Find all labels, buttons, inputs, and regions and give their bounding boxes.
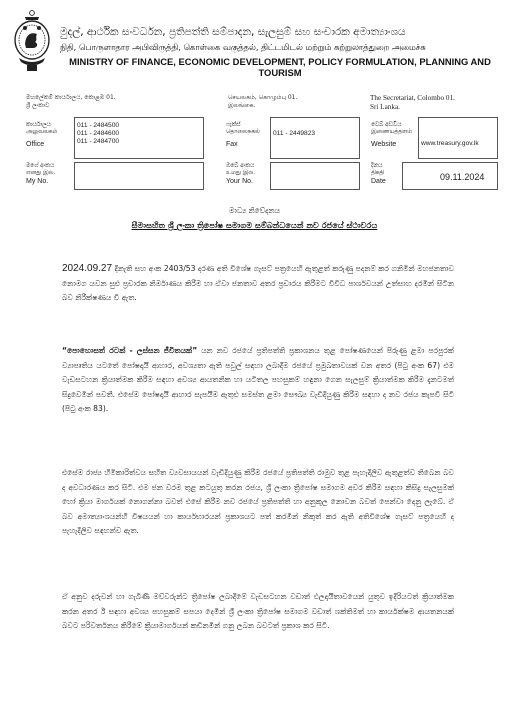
website-url: www.treasury.gov.lk bbox=[421, 140, 479, 147]
your-no-box bbox=[270, 162, 360, 190]
address-tamil: செயலகம், கொழும்பு 01. இலங்கை. bbox=[228, 94, 298, 109]
fax-label-english: Fax bbox=[226, 141, 238, 148]
your-no-label-local: ඔබේ අංකය உமது இல. bbox=[226, 163, 256, 176]
paragraph-4 bbox=[62, 590, 454, 634]
paragraph-1-text: දිනැති සහ අංක 2403/53 දරණ අති විශේෂ ගැසට් පත්‍රයෙහි ඇතුළත් කරුණු පදනම් කර ගනිමින් මහජනතාව නොමග යවන සුළු ප්‍රචාරක නිර්මාණය කිරීම හා ඒවා ජනතාව අතර ප්‍රචාරය කිරීමට විවිධ පාර්ශවයන් උත්සාහ දරමින් සිටින බව නිරීක්ෂණය වී ඇත. bbox=[62, 264, 454, 302]
paragraph-1 bbox=[62, 262, 454, 306]
website-box bbox=[418, 117, 498, 159]
fax-label-local: ෆැක්ස් தொலைநகல் bbox=[226, 122, 260, 135]
media-release-heading: මාධ්‍ය නිවේදනය bbox=[229, 206, 280, 215]
website-label-english: Website bbox=[371, 141, 397, 148]
my-no-box bbox=[74, 162, 204, 190]
address-sinhala: මහලේකම් කාර්යාලය, කොළඹ 01. ශ්‍රී ලංකාව bbox=[26, 94, 116, 109]
ministry-name-sinhala: මුදල්, ආර්ථික සංවර්ධන, ප්‍රතිපත්ති සම්පාදන, සැලසුම් සහ සංචාරක අමාත්‍යාංශය bbox=[60, 26, 406, 38]
paragraph-3 bbox=[62, 466, 454, 539]
date-label-local: දිනය திகதி bbox=[371, 163, 385, 176]
ministry-name-block bbox=[60, 26, 500, 78]
paragraph-2-text: යන නව රජයේ ප්‍රතිපත්ති ප්‍රකාශනය තුළ පෝෂණයෙන් පිරුණු ළමා පරපුරක් ව්‍යාපෘතිය යටතේ පෝෂදායී ආහාර, අවශ්‍යතා ඇති පවුල් සඳහා ලබාදීම රජයේ ප්‍රමුඛතාවයක් වන අතර (පිටු අංක 67) එම වැඩසටහන ක්‍රියාත්මක කිරීම සඳහා අවශ්‍ය ආයතනික හා යටිතල පහසුකම් හඳුනා ගෙන සැලසුම් ක්‍රියාත්මක කිරීම දැනටමත් සිදුවෙමින් පවතී. එසේම පෝෂදායී ආහාර සැපයීම ඇතුළු සමස්ත ළමා සෞඛ්‍ය වැඩිදියුණු කිරීම සඳහා ද නව රජය කැපවී සිටී (පිටු අංක 83). bbox=[62, 346, 455, 413]
paragraph-1-date: 2024.09.27 bbox=[62, 263, 113, 274]
address-english: The Secretariat, Colombo 01. Sri Lanka. bbox=[370, 94, 455, 111]
website-label-local: වෙබ් අඩවිය இணையத்தளம் bbox=[371, 122, 412, 135]
office-label-local: කාර්යාලය அலுவலகம் bbox=[26, 122, 58, 135]
ministry-name-english: MINISTRY OF FINANCE, ECONOMIC DEVELOPMENT, POLICY FORMULATION, PLANNING AND TOURISM bbox=[69, 56, 491, 78]
paragraph-2 bbox=[62, 344, 454, 417]
date-label-english: Date bbox=[371, 178, 386, 185]
paragraph-4-text: ඒ අනුව දරුවන් හා ගැබිණි මව්වරුන්ට ත්‍රිපෝෂ ලබාදීමේ වැඩසටහන වඩාත් ඵලදායීතාවයෙන් යුතුව ඉදිරියටත් ක්‍රියාත්මක කරන අතර ඊ සඳහා අවශ්‍ය පහසුකම් සපයා දෙමින් ශ්‍රී ලංකා ත්‍රිපෝෂ සමාගම වඩාත් ශක්තිමත් හා කාර්යක්ෂම ආයතනයක් බවට පරිවර්තනය කිරීමේ ක්‍රියාමාර්ගයන් කඩිනමින් ගනු ලබන බවටත් ප්‍රකාශ කර සිටී. bbox=[62, 592, 454, 630]
paragraph-2-slogan: “පොහොසත් රටක් - ලස්සන ජීවිතයක්” bbox=[62, 346, 198, 355]
office-label-english: Office bbox=[26, 141, 45, 148]
date-value: 09.11.2024 bbox=[440, 172, 485, 182]
paragraph-3-text: එසේම රාජ්‍ය හිමිකාරිත්වය සහිත ව්‍යවසායයන් වැඩිදියුණු කිරීම රජයේ ප්‍රතිපත්ති රාමුව තුළ පැහැදිලිව ඇතුළත්ව තිබෙන බව ද අවධාරණය කර සිටී. එම ජන වරම තුළ කටයුතු කරන රජය, ශ්‍රී ලංකා ත්‍රිපෝෂ සමාගම අවර කිරීම සඳහා කිසිදු සැලසුමක් හෝ ක්‍රියා මාර්ගයක් නොගන්නා බවත් එසේ කිරීම නව රජයේ ප්‍රතිපත්ති හා අනුකූල නොවන බවත් පෙන්වා දෙනු ලැබේ. ඒ බව අමාත්‍යාංශයන්හි විෂයයන් හා කාර්යභාරයන් ප්‍රකාශයට පත් කරමින් නිකුත් කර ඇති අතිවිශේෂ ගැසට් පත්‍රයෙහි ද පැහැදිලිව සඳහන්ව ඇත. bbox=[62, 468, 454, 535]
government-emblem-icon bbox=[13, 10, 51, 72]
ministry-name-tamil: நிதி, பொருளாதார அபிவிருத்தி, கொள்கை வகுத்தல், திட்டமிடல் மற்றும் சுற்றுலாத்துறை அமைச்சு bbox=[60, 42, 426, 52]
office-numbers: 011 - 2484500 011 - 2484600 011 - 2484700 bbox=[77, 122, 120, 146]
fax-number: 011 - 2449823 bbox=[273, 130, 316, 137]
your-no-label-english: Your No. bbox=[226, 178, 253, 185]
document-title: සීමාසහිත ශ්‍රී ලංකා ත්‍රිපෝෂ සමාගම සම්බන්ධයෙන් නව රජයේ ස්ථාවරය bbox=[131, 220, 378, 230]
my-no-label-local: මගේ අංකය எனது இல. bbox=[26, 163, 56, 176]
my-no-label-english: My No. bbox=[26, 178, 49, 185]
